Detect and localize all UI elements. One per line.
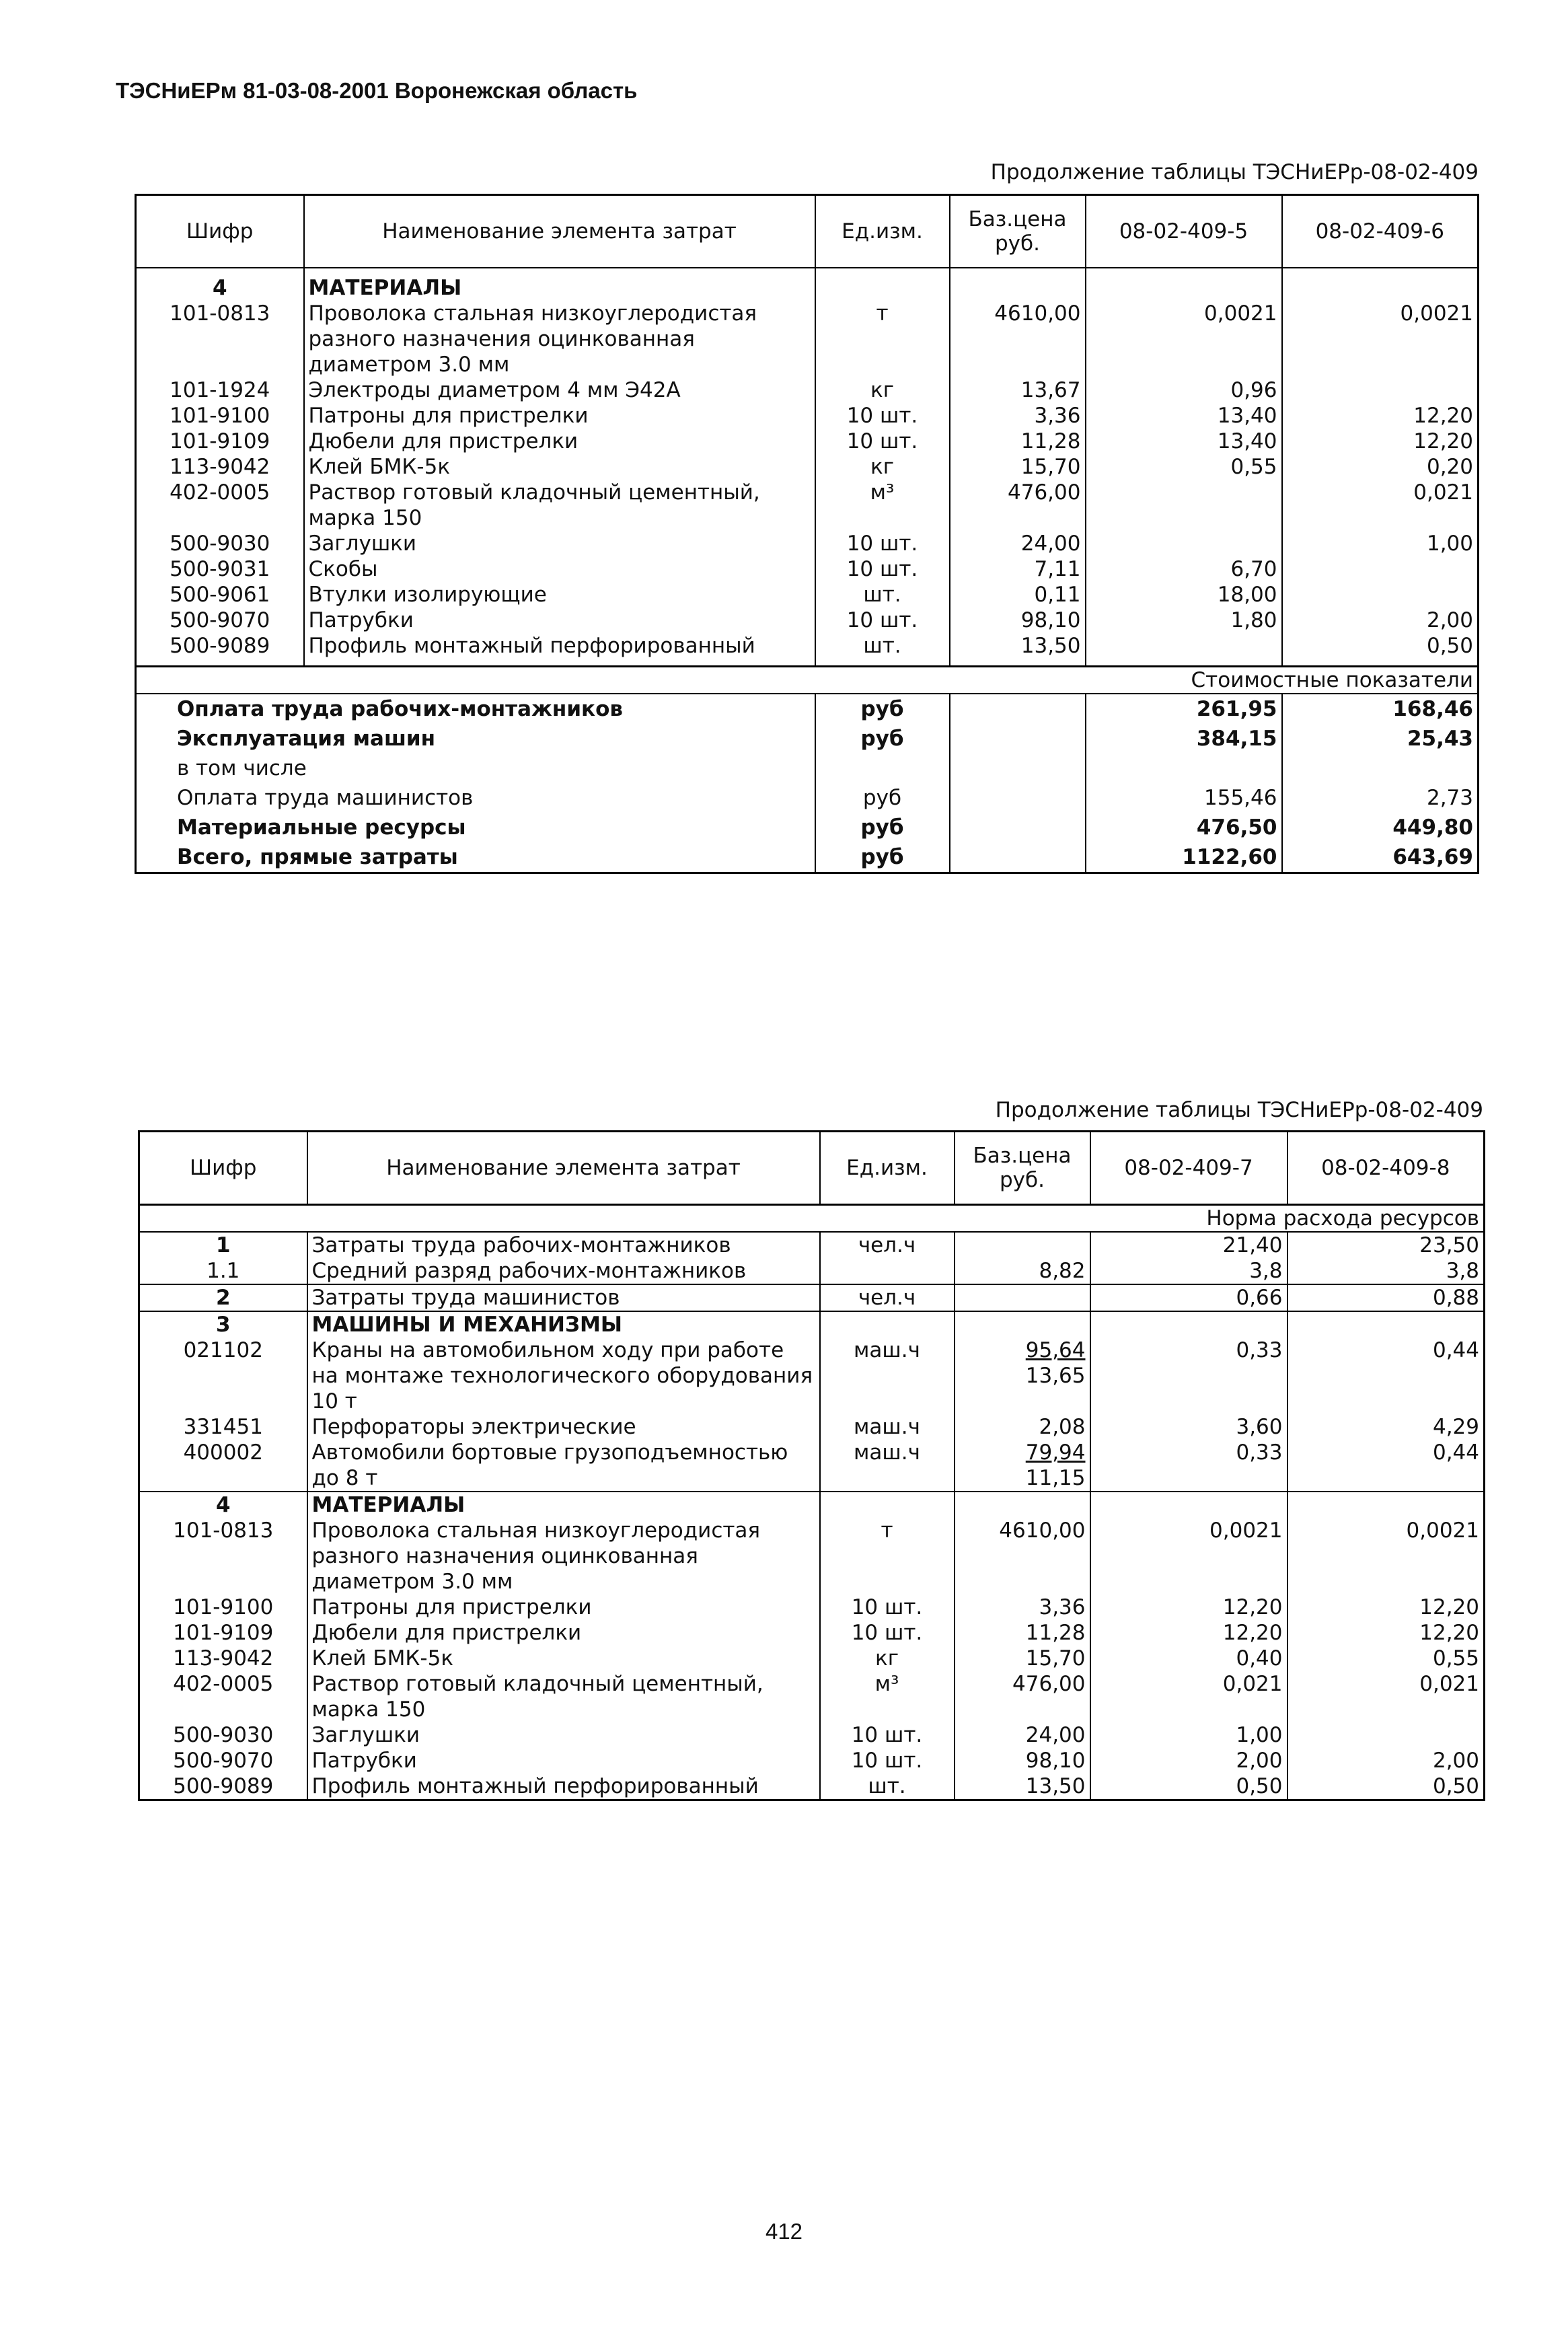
row-price: 476,00 [955, 1671, 1090, 1722]
row-unit: 10 шт. [820, 1722, 955, 1748]
row-name: Клей БМК-5к [304, 454, 815, 480]
row-code: 500-9030 [139, 1722, 307, 1748]
empty-cell [304, 659, 815, 667]
table-row [139, 1414, 1485, 1440]
summary-value-a [1086, 754, 1282, 783]
empty-cell [820, 1492, 955, 1518]
row-norm-b: 2,00 [1287, 1748, 1485, 1773]
row-code: 113-9042 [139, 1646, 307, 1671]
col-header-price: Баз.цена руб. [955, 1132, 1090, 1205]
row-norm-b: 0,44 [1287, 1337, 1485, 1414]
row-price: 13,50 [950, 633, 1086, 659]
table-row [136, 429, 1479, 454]
row-unit: шт. [820, 1773, 955, 1800]
section-row [136, 275, 1479, 301]
resource-table-1 [135, 194, 1479, 874]
empty-cell [955, 1311, 1090, 1337]
row-name: Перфораторы электрические [307, 1414, 820, 1440]
summary-unit: руб [815, 813, 950, 842]
table-row [136, 377, 1479, 403]
row-price: 15,70 [955, 1646, 1090, 1671]
price-value: 95,64 [1025, 1338, 1086, 1362]
table-row [136, 301, 1479, 377]
row-unit: шт. [815, 582, 950, 608]
col-header-norm-5: 08-02-409-5 [1086, 195, 1282, 268]
row-norm-a: 13,40 [1086, 429, 1282, 454]
row-price [955, 1232, 1090, 1258]
row-name: Патрубки [307, 1748, 820, 1773]
row-norm-a: 0,66 [1090, 1284, 1287, 1311]
row-code: 101-9109 [139, 1620, 307, 1646]
table-row [139, 1518, 1485, 1594]
table-row [139, 1620, 1485, 1646]
empty-cell [950, 659, 1086, 667]
row-norm-a: 3,8 [1090, 1258, 1287, 1284]
table-row [136, 531, 1479, 556]
section-title: МАТЕРИАЛЫ [304, 275, 815, 301]
row-code: 500-9070 [139, 1748, 307, 1773]
row-norm-a: 0,96 [1086, 377, 1282, 403]
row-name: Профиль монтажный перфорированный [307, 1773, 820, 1800]
price-value: 79,94 [1025, 1440, 1086, 1465]
summary-value-a: 155,46 [1086, 783, 1282, 813]
table-row [139, 1258, 1485, 1284]
section-row [139, 1311, 1485, 1337]
row-price: 7,11 [950, 556, 1086, 582]
cost-indicators-label: Стоимостные показатели [136, 667, 1479, 694]
row-unit: кг [815, 454, 950, 480]
row-unit: 10 шт. [815, 608, 950, 633]
row-norm-b: 0,021 [1282, 480, 1479, 531]
document-title: ТЭСНиЕРм 81-03-08-2001 Воронежская область [116, 78, 638, 103]
table-row [139, 1232, 1485, 1258]
row-norm-a: 0,55 [1086, 454, 1282, 480]
empty-cell [1086, 268, 1282, 275]
empty-cell [1086, 275, 1282, 301]
summary-value-a: 384,15 [1086, 724, 1282, 754]
summary-row [136, 694, 1479, 724]
table-row [139, 1594, 1485, 1620]
resource-norm-label: Норма расхода ресурсов [139, 1205, 1485, 1233]
row-unit [820, 1258, 955, 1284]
empty-cell [136, 268, 304, 275]
summary-value-a: 261,95 [1086, 694, 1282, 724]
spacer-row [136, 659, 1479, 667]
row-code: 021102 [139, 1337, 307, 1414]
row-code: 1.1 [139, 1258, 307, 1284]
row-name: Электроды диаметром 4 мм Э42А [304, 377, 815, 403]
empty-cell [136, 659, 304, 667]
empty-cell [1282, 268, 1479, 275]
summary-unit [815, 754, 950, 783]
row-code: 101-0813 [136, 301, 304, 377]
row-price: 13,67 [950, 377, 1086, 403]
row-norm-b: 4,29 [1287, 1414, 1485, 1440]
empty-cell [1090, 1311, 1287, 1337]
row-price: 98,10 [950, 608, 1086, 633]
row-norm-b: 12,20 [1287, 1620, 1485, 1646]
row-unit: м³ [815, 480, 950, 531]
row-unit: 10 шт. [820, 1594, 955, 1620]
empty-cell [815, 268, 950, 275]
col-header-code: Шифр [136, 195, 304, 268]
row-norm-a: 21,40 [1090, 1232, 1287, 1258]
row-norm-b: 0,88 [1287, 1284, 1485, 1311]
row-code: 402-0005 [139, 1671, 307, 1722]
col-header-unit: Ед.изм. [815, 195, 950, 268]
row-norm-b: 12,20 [1282, 403, 1479, 429]
row-norm-b [1282, 556, 1479, 582]
row-name: Патроны для пристрелки [307, 1594, 820, 1620]
row-price: 24,00 [955, 1722, 1090, 1748]
row-code: 113-9042 [136, 454, 304, 480]
row-unit: 10 шт. [820, 1620, 955, 1646]
row-code: 101-0813 [139, 1518, 307, 1594]
operator-wage-value: 13,65 [1025, 1364, 1086, 1388]
row-norm-b: 0,50 [1282, 633, 1479, 659]
row-price: 11,28 [950, 429, 1086, 454]
section-row [139, 1492, 1485, 1518]
summary-value-b: 168,46 [1282, 694, 1479, 724]
row-name: Раствор готовый кладочный цементный, марка 150 [304, 480, 815, 531]
row-code: 500-9089 [139, 1773, 307, 1800]
row-price: 8,82 [955, 1258, 1090, 1284]
empty-cell [955, 1492, 1090, 1518]
page-number: 412 [765, 2219, 803, 2244]
row-code: 402-0005 [136, 480, 304, 531]
summary-row [136, 724, 1479, 754]
row-norm-b: 0,0021 [1282, 301, 1479, 377]
row-price: 13,50 [955, 1773, 1090, 1800]
row-norm-b [1287, 1722, 1485, 1748]
row-unit: чел.ч [820, 1232, 955, 1258]
table-row [136, 633, 1479, 659]
row-name: Патроны для пристрелки [304, 403, 815, 429]
empty-cell [950, 754, 1086, 783]
row-norm-b: 0,021 [1287, 1671, 1485, 1722]
row-name: Проволока стальная низкоуглеродистая разного назначения оцинкованная диаметром 3.0 мм [304, 301, 815, 377]
row-code: 1 [139, 1232, 307, 1258]
table-row [139, 1440, 1485, 1492]
row-unit: т [815, 301, 950, 377]
row-name: Проволока стальная низкоуглеродистая разного назначения оцинкованная диаметром 3.0 мм [307, 1518, 820, 1594]
row-norm-a: 0,50 [1090, 1773, 1287, 1800]
row-norm-b: 12,20 [1287, 1594, 1485, 1620]
section-number: 4 [136, 275, 304, 301]
col-header-name: Наименование элемента затрат [304, 195, 815, 268]
row-norm-a: 2,00 [1090, 1748, 1287, 1773]
table-row [139, 1671, 1485, 1722]
summary-label: Всего, прямые затраты [136, 842, 815, 873]
row-price: 11,28 [955, 1620, 1090, 1646]
price-value: 2,08 [1039, 1415, 1086, 1439]
row-code: 101-1924 [136, 377, 304, 403]
row-norm-b [1282, 377, 1479, 403]
summary-value-a: 476,50 [1086, 813, 1282, 842]
row-norm-a [1086, 633, 1282, 659]
row-unit: шт. [815, 633, 950, 659]
col-header-norm-6: 08-02-409-6 [1282, 195, 1479, 268]
cost-indicators-label-row [136, 667, 1479, 694]
table-row [139, 1337, 1485, 1414]
row-price [955, 1337, 1090, 1414]
empty-cell [950, 268, 1086, 275]
row-price: 4610,00 [955, 1518, 1090, 1594]
resource-table-2 [138, 1130, 1485, 1801]
row-code: 500-9030 [136, 531, 304, 556]
row-price: 0,11 [950, 582, 1086, 608]
empty-cell [815, 659, 950, 667]
row-norm-b: 23,50 [1287, 1232, 1485, 1258]
row-name: Заглушки [304, 531, 815, 556]
row-norm-a: 1,80 [1086, 608, 1282, 633]
row-code: 101-9109 [136, 429, 304, 454]
row-norm-b: 3,8 [1287, 1258, 1485, 1284]
section-title: МАШИНЫ И МЕХАНИЗМЫ [307, 1311, 820, 1337]
row-price [955, 1440, 1090, 1492]
operator-wage-value: 11,15 [1025, 1466, 1086, 1490]
empty-cell [950, 724, 1086, 754]
table-row [136, 556, 1479, 582]
row-norm-a: 12,20 [1090, 1594, 1287, 1620]
row-norm-b [1282, 582, 1479, 608]
row-norm-b: 0,44 [1287, 1440, 1485, 1492]
table-2-caption: Продолжение таблицы ТЭСНиЕРр-08-02-409 [995, 1098, 1483, 1122]
row-norm-b: 1,00 [1282, 531, 1479, 556]
table-1-caption: Продолжение таблицы ТЭСНиЕРр-08-02-409 [990, 160, 1479, 184]
row-unit: 10 шт. [820, 1748, 955, 1773]
row-norm-a: 13,40 [1086, 403, 1282, 429]
summary-label: Оплата труда рабочих-монтажников [136, 694, 815, 724]
summary-unit: руб [815, 724, 950, 754]
summary-unit: руб [815, 783, 950, 813]
empty-cell [815, 275, 950, 301]
row-norm-a: 1,00 [1090, 1722, 1287, 1748]
row-unit: чел.ч [820, 1284, 955, 1311]
row-unit: м³ [820, 1671, 955, 1722]
summary-label: в том числе [136, 754, 815, 783]
summary-unit: руб [815, 694, 950, 724]
summary-row [136, 813, 1479, 842]
section-number: 3 [139, 1311, 307, 1337]
summary-label: Оплата труда машинистов [136, 783, 815, 813]
table-header-row [136, 195, 1479, 268]
row-norm-a: 0,33 [1090, 1337, 1287, 1414]
table-row [139, 1722, 1485, 1748]
row-unit: маш.ч [820, 1440, 955, 1492]
table-row [136, 480, 1479, 531]
row-name: Заглушки [307, 1722, 820, 1748]
row-code: 101-9100 [139, 1594, 307, 1620]
table-row [139, 1748, 1485, 1773]
row-norm-b: 12,20 [1282, 429, 1479, 454]
row-code: 500-9031 [136, 556, 304, 582]
row-price: 3,36 [950, 403, 1086, 429]
table-row [136, 454, 1479, 480]
row-norm-b: 0,55 [1287, 1646, 1485, 1671]
row-code: 500-9061 [136, 582, 304, 608]
resource-norm-label-row [139, 1205, 1485, 1233]
row-price [955, 1284, 1090, 1311]
row-norm-a: 3,60 [1090, 1414, 1287, 1440]
summary-value-b: 643,69 [1282, 842, 1479, 873]
empty-cell [1282, 275, 1479, 301]
row-norm-a: 0,0021 [1086, 301, 1282, 377]
row-name: Патрубки [304, 608, 815, 633]
row-unit: кг [820, 1646, 955, 1671]
row-name: Затраты труда машинистов [307, 1284, 820, 1311]
row-price: 98,10 [955, 1748, 1090, 1773]
table-row [136, 403, 1479, 429]
row-norm-a [1086, 480, 1282, 531]
row-norm-a [1086, 531, 1282, 556]
row-norm-a: 0,0021 [1090, 1518, 1287, 1594]
summary-row [136, 842, 1479, 873]
row-code: 331451 [139, 1414, 307, 1440]
row-name: Затраты труда рабочих-монтажников [307, 1232, 820, 1258]
table-row [139, 1284, 1485, 1311]
empty-cell [1090, 1492, 1287, 1518]
col-header-norm-8: 08-02-409-8 [1287, 1132, 1485, 1205]
empty-cell [1086, 659, 1282, 667]
row-code: 500-9070 [136, 608, 304, 633]
empty-cell [950, 813, 1086, 842]
row-norm-a: 0,33 [1090, 1440, 1287, 1492]
table-row [136, 608, 1479, 633]
row-norm-b: 0,0021 [1287, 1518, 1485, 1594]
summary-row [136, 783, 1479, 813]
row-norm-b: 0,20 [1282, 454, 1479, 480]
row-norm-a: 0,021 [1090, 1671, 1287, 1722]
row-unit: т [820, 1518, 955, 1594]
row-price: 24,00 [950, 531, 1086, 556]
table-1-body [136, 268, 1479, 873]
spacer-row [136, 268, 1479, 275]
row-name: Профиль монтажный перфорированный [304, 633, 815, 659]
empty-cell [304, 268, 815, 275]
row-name: Средний разряд рабочих-монтажников [307, 1258, 820, 1284]
row-unit: 10 шт. [815, 403, 950, 429]
empty-cell [950, 842, 1086, 873]
summary-label: Эксплуатация машин [136, 724, 815, 754]
row-name: Дюбели для пристрелки [304, 429, 815, 454]
col-header-code: Шифр [139, 1132, 307, 1205]
table-2-body [139, 1205, 1485, 1800]
col-header-unit: Ед.изм. [820, 1132, 955, 1205]
row-price: 4610,00 [950, 301, 1086, 377]
empty-cell [1282, 659, 1479, 667]
row-unit: 10 шт. [815, 429, 950, 454]
row-name: Краны на автомобильном ходу при работе на монтаже технологического оборудования 10 т [307, 1337, 820, 1414]
row-name: Дюбели для пристрелки [307, 1620, 820, 1646]
summary-value-b: 25,43 [1282, 724, 1479, 754]
row-norm-a: 6,70 [1086, 556, 1282, 582]
summary-value-b: 449,80 [1282, 813, 1479, 842]
row-code: 500-9089 [136, 633, 304, 659]
row-code: 2 [139, 1284, 307, 1311]
summary-value-b: 2,73 [1282, 783, 1479, 813]
summary-unit: руб [815, 842, 950, 873]
row-price: 3,36 [955, 1594, 1090, 1620]
row-name: Втулки изолирующие [304, 582, 815, 608]
empty-cell [950, 783, 1086, 813]
row-price [955, 1414, 1090, 1440]
summary-value-b [1282, 754, 1479, 783]
empty-cell [1287, 1311, 1485, 1337]
row-unit: 10 шт. [815, 531, 950, 556]
row-name: Скобы [304, 556, 815, 582]
row-norm-b: 0,50 [1287, 1773, 1485, 1800]
table-row [136, 582, 1479, 608]
row-unit: 10 шт. [815, 556, 950, 582]
table-row [139, 1646, 1485, 1671]
row-name: Раствор готовый кладочный цементный, марка 150 [307, 1671, 820, 1722]
summary-label: Материальные ресурсы [136, 813, 815, 842]
section-title: МАТЕРИАЛЫ [307, 1492, 820, 1518]
col-header-norm-7: 08-02-409-7 [1090, 1132, 1287, 1205]
summary-row [136, 754, 1479, 783]
row-name: Автомобили бортовые грузоподъемностью до 8 т [307, 1440, 820, 1492]
row-code: 101-9100 [136, 403, 304, 429]
row-name: Клей БМК-5к [307, 1646, 820, 1671]
col-header-name: Наименование элемента затрат [307, 1132, 820, 1205]
summary-value-a: 1122,60 [1086, 842, 1282, 873]
empty-cell [950, 275, 1086, 301]
row-norm-a: 12,20 [1090, 1620, 1287, 1646]
empty-cell [820, 1311, 955, 1337]
row-unit: кг [815, 377, 950, 403]
row-norm-a: 18,00 [1086, 582, 1282, 608]
empty-cell [950, 694, 1086, 724]
row-price: 15,70 [950, 454, 1086, 480]
col-header-price: Баз.цена руб. [950, 195, 1086, 268]
table-header-row [139, 1132, 1485, 1205]
row-norm-b: 2,00 [1282, 608, 1479, 633]
row-price: 476,00 [950, 480, 1086, 531]
row-norm-a: 0,40 [1090, 1646, 1287, 1671]
table-row [139, 1773, 1485, 1800]
empty-cell [1287, 1492, 1485, 1518]
row-unit: маш.ч [820, 1337, 955, 1414]
section-number: 4 [139, 1492, 307, 1518]
row-code: 400002 [139, 1440, 307, 1492]
row-unit: маш.ч [820, 1414, 955, 1440]
